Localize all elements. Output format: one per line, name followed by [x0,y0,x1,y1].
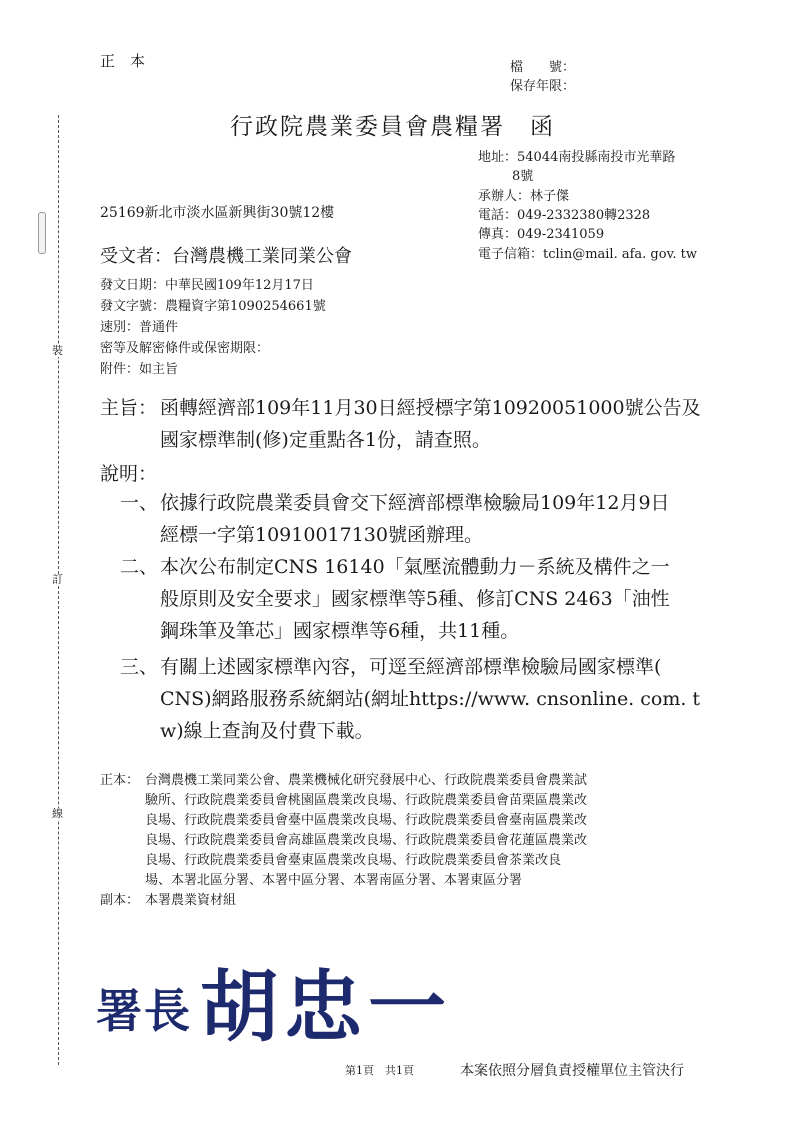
item-2-number: 二、 [120,556,159,578]
sender-fax: 傳真：049-2341059 [478,227,605,242]
sender-address: 地址：54044南投縣南投市光華路 [478,150,676,165]
file-number-label: 檔 號： [510,60,576,75]
original-recipients-line-3: 良場、行政院農業委員會臺中區農業改良場、行政院農業委員會臺南區農業改 [145,813,588,828]
subject-line-2: 國家標準制(修)定重點各1份，請查照。 [160,429,491,451]
item-3-line-2: CNS)網路服務系統網站(網址https://www. cnsonline. com. t [160,688,701,710]
item-3-line-3: w)線上查詢及付費下載。 [160,720,374,742]
sender-phone: 電話：049-2332380轉2328 [478,208,651,223]
copy-recipients: 本署農業資材組 [145,893,237,908]
secrecy-level: 密等及解密條件或保密期限： [100,341,270,356]
item-1-line-2: 經標一字第10910017130號函辦理。 [160,524,483,546]
document-number: 發文字號：農糧資字第1090254661號 [100,299,326,314]
original-recipients-line-2: 驗所、行政院農業委員會桃園區農業改良場、行政院農業委員會苗栗區農業改 [145,793,588,808]
original-recipients-line-5: 良場、行政院農業委員會臺東區農業改良場、行政院農業委員會茶業改良 [145,853,562,868]
authorization-note: 本案依照分層負責授權單位主管決行 [460,1063,684,1079]
subject-line-1: 函轉經濟部109年11月30日經授標字第10920051000號公告及 [160,397,701,419]
binding-mark-zhuang: 裝 [52,344,63,357]
item-1-number: 一、 [120,492,159,514]
signature-title: 署長 [96,984,192,1038]
item-3-number: 三、 [120,656,159,678]
binding-mark-ding: 訂 [52,573,63,586]
item-1-line-1: 依據行政院農業委員會交下經濟部標準檢驗局109年12月9日 [160,492,670,514]
paper-clip-mark [38,212,46,254]
binding-line [58,115,59,1065]
copy-mark: 正 本 [100,52,146,70]
speed-class: 速別：普通件 [100,320,179,335]
copy-recipients-label: 副本： [100,893,140,908]
sender-address-cont: 8號 [512,169,534,184]
original-recipients-label: 正本： [100,773,140,788]
item-2-line-3: 鋼珠筆及筆芯」國家標準等6種，共11種。 [160,620,520,642]
page-number: 第1頁 共1頁 [345,1064,414,1077]
recipient-address: 25169新北市淡水區新興街30號12樓 [100,205,335,221]
original-recipients-line-4: 良場、行政院農業委員會高雄區農業改良場、行政院農業委員會花蓮區農業改 [145,833,588,848]
explanation-label: 說明： [100,463,158,485]
original-recipients-line-1: 台灣農機工業同業公會、農業機械化研究發展中心、行政院農業委員會農業試 [145,773,588,788]
binding-mark-xian: 線 [52,807,63,820]
sender-contact: 承辦人：林子傑 [478,189,570,204]
item-2-line-1: 本次公布制定CNS 16140「氣壓流體動力－系統及構件之一 [160,556,670,578]
attachment: 附件：如主旨 [100,362,179,377]
document-title: 行政院農業委員會農糧署 函 [230,114,555,140]
retention-label: 保存年限： [510,79,576,94]
sender-email: 電子信箱：tclin@mail. afa. gov. tw [478,247,697,262]
subject-label: 主旨： [100,397,158,419]
signature-name: 胡忠一 [200,963,453,1053]
item-3-line-1: 有關上述國家標準內容，可逕至經濟部標準檢驗局國家標準( [160,656,662,678]
item-2-line-2: 般原則及安全要求」國家標準等5種、修訂CNS 2463「油性 [160,588,670,610]
recipient: 受文者：台灣農機工業同業公會 [100,246,352,267]
issue-date: 發文日期：中華民國109年12月17日 [100,278,314,293]
original-recipients-line-6: 場、本署北區分署、本署中區分署、本署南區分署、本署東區分署 [145,873,523,888]
